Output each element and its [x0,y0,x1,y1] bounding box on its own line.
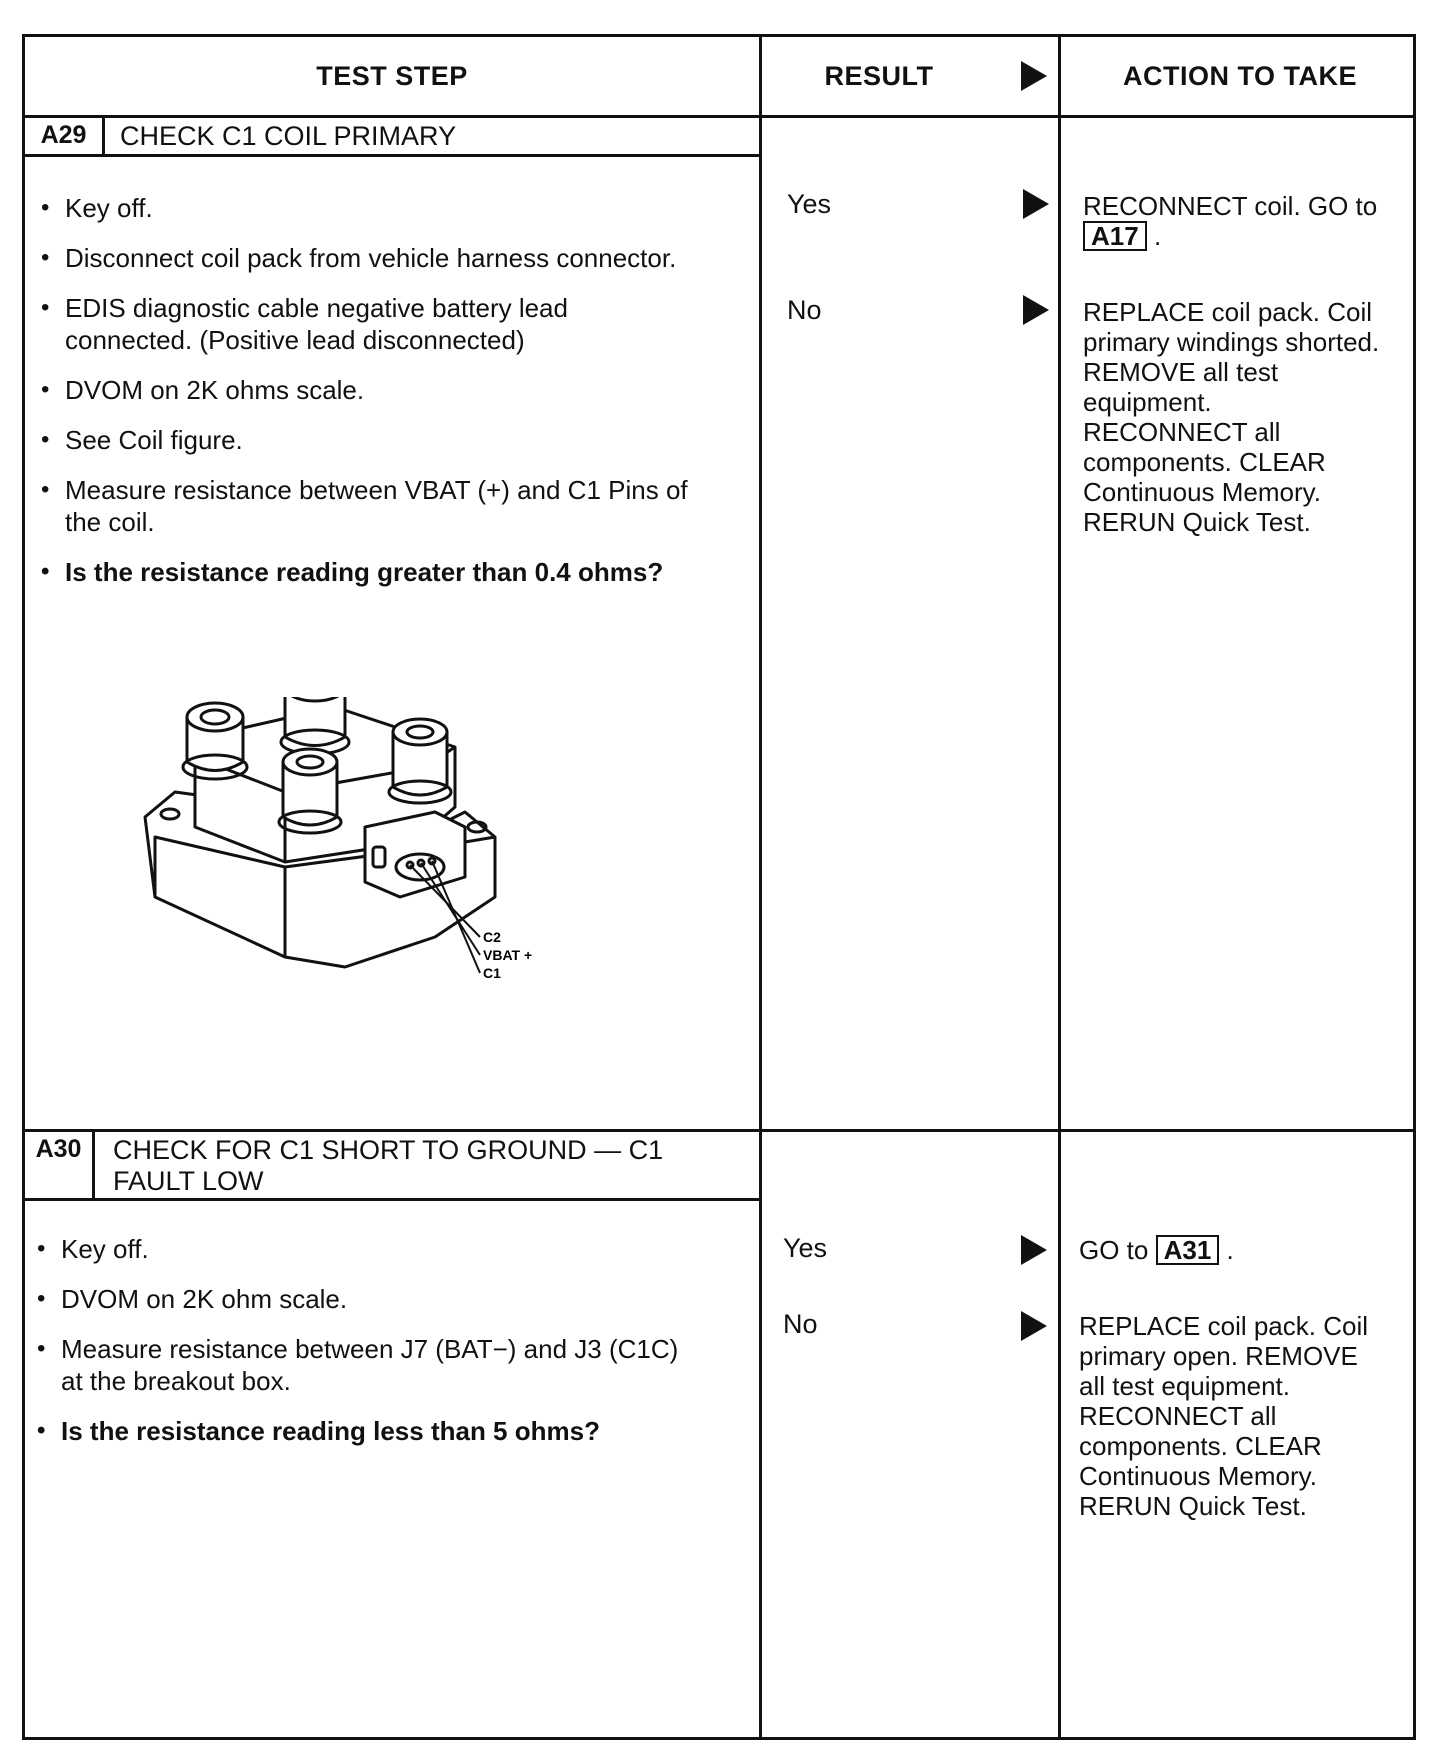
action-no: REPLACE coil pack. Coil primary open. REMOVE all test equipment. RECONNECT all components. CLEAR Continuous Memory. RERUN Quick Test. [1079,1311,1368,1521]
list-item: • See Coil figure. [39,424,689,456]
step-a30-instructions [35,1233,695,1465]
step-a29-instructions [39,192,689,606]
step-reference-link[interactable]: A17 [1083,221,1147,251]
action-no: REPLACE coil pack. Coil primary windings shorted. REMOVE all test equipment. RECONNECT all components. CLEAR Continuous Memory. RERUN Quick Test. [1083,297,1380,537]
step-a30-title: CHECK FOR C1 SHORT TO GROUND — C1 FAULT LOW [113,1135,664,1196]
step-a29-question: • Is the resistance reading greater than 0.4 ohms? [39,556,689,588]
action-yes [1083,191,1383,251]
figure-label-vbat: VBAT + [483,947,533,963]
result-yes: Yes [787,189,832,219]
list-item: • DVOM on 2K ohms scale. [39,374,689,406]
step-a30-id: A30 [25,1129,95,1198]
result-arrow-icon [1021,1311,1047,1341]
action-yes [1079,1235,1379,1265]
result-arrow-icon [1021,1235,1047,1265]
column-divider-result [759,37,762,1737]
figure-label-c2: C2 [483,929,501,945]
list-item: • Disconnect coil pack from vehicle harness connector. [39,242,689,274]
list-item: • Measure resistance between J7 (BAT−) and J3 (C1C) at the breakout box. [35,1333,695,1397]
result-arrow-icon [1023,189,1049,219]
diagnostic-table [22,34,1416,1740]
action-suffix: . [1226,1235,1234,1265]
step-a29-title: CHECK C1 COIL PRIMARY [120,121,457,151]
list-item: • Key off. [35,1233,695,1265]
coil-pack-figure [135,697,605,1017]
header-arrow-icon [1021,61,1047,91]
action-suffix: . [1153,221,1162,251]
result-no: No [787,295,822,325]
list-item: • Measure resistance between VBAT (+) and C1 Pins of the coil. [39,474,689,538]
figure-label-c1: C1 [483,965,501,981]
step-a30-question: • Is the resistance reading less than 5 ohms? [35,1415,695,1447]
result-yes: Yes [783,1233,828,1263]
list-item: • EDIS diagnostic cable negative battery lead connected. (Positive lead disconnected) [39,292,689,356]
list-item: • DVOM on 2K ohm scale. [35,1283,695,1315]
result-no: No [783,1309,818,1339]
step-a29-heading [25,115,759,157]
result-arrow-icon [1023,295,1049,325]
header-test-step: TEST STEP [316,60,468,91]
column-divider-action [1058,37,1061,1737]
action-text: GO to [1079,1235,1149,1265]
header-action: ACTION TO TAKE [1123,60,1357,91]
action-text: RECONNECT coil. GO to [1083,191,1378,221]
header-result: RESULT [824,60,934,91]
step-reference-link[interactable]: A31 [1156,1235,1220,1265]
step-a29-id: A29 [25,115,105,154]
list-item: • Key off. [39,192,689,224]
step-a30-heading [25,1129,759,1201]
